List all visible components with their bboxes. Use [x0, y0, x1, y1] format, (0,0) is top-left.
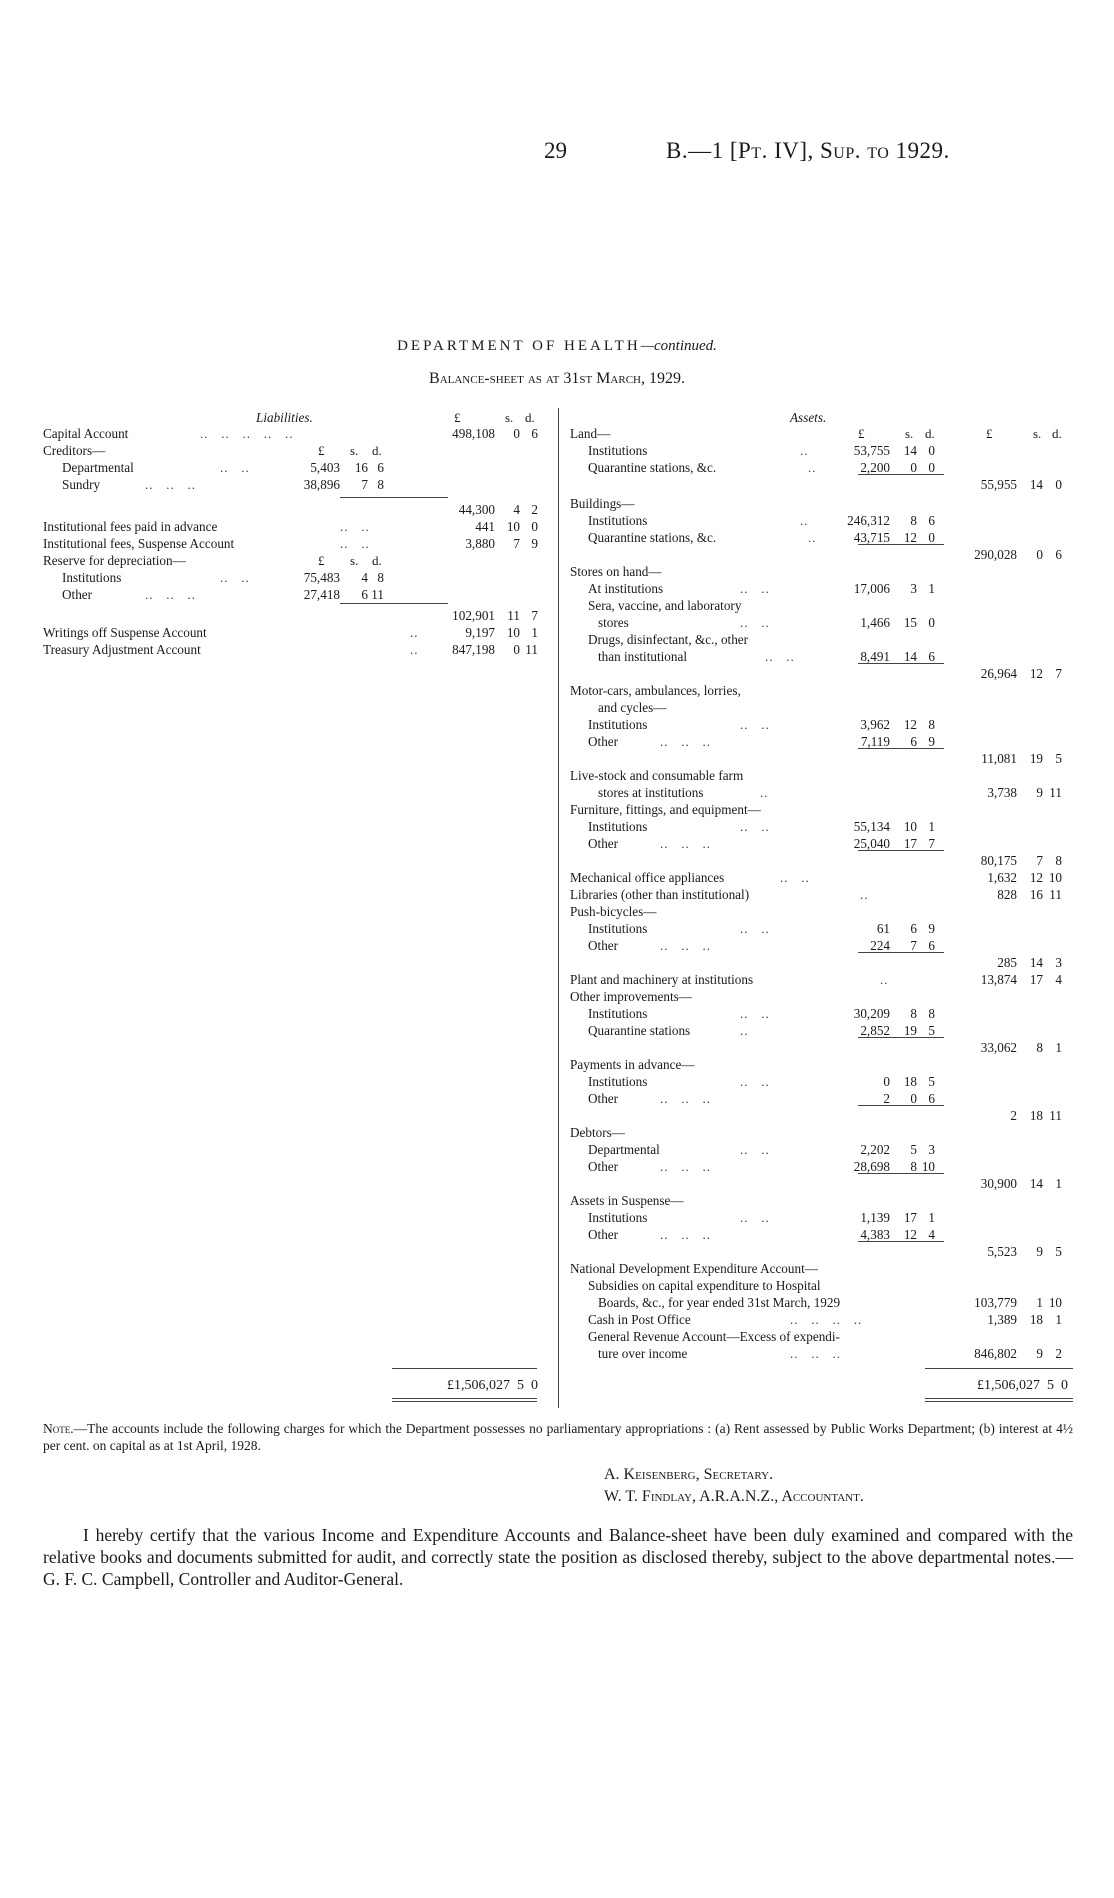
- bld-inst-label: Institutions: [588, 513, 648, 528]
- assets-subtotal-rule-2: [858, 663, 944, 664]
- res-institutions-pounds: 75,483: [303, 570, 340, 585]
- furn-inst-shillings: 10: [903, 819, 917, 834]
- mot-other-label: Other: [588, 734, 619, 749]
- pay-inst-pounds: 0: [883, 1074, 890, 1089]
- land-inst-pounds: 53,755: [853, 443, 890, 458]
- mot-inst-shillings: 12: [903, 717, 917, 732]
- sundry-dots: .. .. ..: [145, 477, 196, 492]
- departmental-label: Departmental: [62, 460, 134, 475]
- live-2-pence: 11: [1049, 785, 1062, 800]
- ais-inst-pounds: 1,139: [860, 1210, 890, 1225]
- reserve-total-shillings: 11: [507, 608, 520, 623]
- nde-cash-label: Cash in Post Office: [588, 1312, 691, 1327]
- furn-inst-dots: .. ..: [740, 819, 770, 834]
- pay-other-dots: .. .. ..: [660, 1091, 711, 1106]
- st-total-pounds: 26,964: [980, 666, 1017, 681]
- nde-cash-dots: .. .. .. ..: [790, 1312, 863, 1327]
- furn-other-label: Other: [588, 836, 619, 851]
- st-drugs-1-label: Drugs, disinfectant, &c., other: [588, 632, 749, 647]
- secretary-signature: A. Keisenberg, Secretary.: [604, 1466, 774, 1483]
- departmental-pounds: 5,403: [310, 460, 340, 475]
- res-other-pence: 11: [371, 587, 384, 602]
- bld-quar-pounds: 43,715: [853, 530, 890, 545]
- mech-pence: 10: [1048, 870, 1062, 885]
- writings-off-shillings: 10: [506, 625, 520, 640]
- pay-total-pence: 11: [1049, 1108, 1062, 1123]
- bld-quar-label: Quarantine stations, &c.: [588, 530, 717, 545]
- libr-label: Libraries (other than institutional): [570, 887, 750, 902]
- plant-shillings: 17: [1029, 972, 1043, 987]
- creditors-total-shillings: 4: [513, 502, 520, 517]
- oimp-quar-pounds: 2,852: [860, 1023, 890, 1038]
- reserve-total-pounds: 102,901: [452, 608, 495, 623]
- pay-inst-dots: .. ..: [740, 1074, 770, 1089]
- oimp-inst-label: Institutions: [588, 1006, 648, 1021]
- assets-head-pence-1: d.: [925, 426, 935, 441]
- land-quar-shillings: 0: [910, 460, 917, 475]
- st-inst-shillings: 3: [910, 581, 917, 596]
- bld-inst-dots: ..: [800, 513, 809, 528]
- libr-shillings: 16: [1029, 887, 1043, 902]
- furn-inst-pounds: 55,134: [853, 819, 890, 834]
- st-drugs-2-label: than institutional: [598, 649, 688, 664]
- push-inst-shillings: 6: [910, 921, 917, 936]
- st-sera-2-label: stores: [598, 615, 629, 630]
- reserve-head-shillings: s.: [350, 553, 359, 568]
- mech-label: Mechanical office appliances: [570, 870, 725, 885]
- st-sera-2-shillings: 15: [903, 615, 917, 630]
- libr-pence: 11: [1049, 887, 1062, 902]
- ais-other-dots: .. .. ..: [660, 1227, 711, 1242]
- audit-certificate: I hereby certify that the various Income and Expenditure Accounts and Balance-sheet have been duly examined and compared with the relative books and documents submitted for audit, and correctly state the position as disclosed thereby, subject to the above departmental notes.—G. F. C. Campbell, Controller and Auditor-General.: [43, 1525, 1073, 1589]
- pay-inst-pence: 5: [928, 1074, 935, 1089]
- assets-subtotal-rule-3: [858, 748, 944, 749]
- note-text: —The accounts include the following charges for which the Department possesses no parliamentary appropriations : (a) Rent assessed by Public Works Department; (b) interest at 4½ per cent. on capital as at 1st April, 1928.: [43, 1421, 1073, 1453]
- fees-advance-shillings: 10: [506, 519, 520, 534]
- land-inst-shillings: 14: [903, 443, 917, 458]
- assets-grand-total: £1,506,027 5 0: [977, 1378, 1068, 1393]
- oimp-inst-pence: 8: [928, 1006, 935, 1021]
- debt-dep-pounds: 2,202: [860, 1142, 890, 1157]
- plant-pence: 4: [1055, 972, 1062, 987]
- furn-other-pence: 7: [928, 836, 935, 851]
- st-inst-pence: 1: [928, 581, 935, 596]
- bld-quar-shillings: 12: [903, 530, 917, 545]
- debt-other-pence: 10: [921, 1159, 935, 1174]
- plant-dots: ..: [880, 972, 889, 987]
- oimp-label: Other improvements—: [570, 989, 692, 1004]
- live-2-dots: ..: [760, 785, 769, 800]
- bld-quar-dots: ..: [808, 530, 817, 545]
- department-title: [0, 338, 1114, 355]
- res-other-label: Other: [62, 587, 93, 602]
- liab-total-rule-bottom: [392, 1398, 537, 1399]
- motor-1-label: Motor-cars, ambulances, lorries,: [570, 683, 741, 698]
- ais-other-pounds: 4,383: [860, 1227, 890, 1242]
- oimp-quar-dots: ..: [740, 1023, 749, 1038]
- debt-dep-label: Departmental: [588, 1142, 660, 1157]
- ais-total-shillings: 9: [1036, 1244, 1043, 1259]
- push-inst-pounds: 61: [876, 921, 890, 936]
- sundry-pounds: 38,896: [303, 477, 340, 492]
- nde-cash-pounds: 1,389: [987, 1312, 1017, 1327]
- liab-head-pence: d.: [525, 410, 535, 425]
- fees-suspense-pence: 9: [531, 536, 538, 551]
- ais-inst-dots: .. ..: [740, 1210, 770, 1225]
- pay-other-pence: 6: [928, 1091, 935, 1106]
- bld-inst-pounds: 246,312: [847, 513, 890, 528]
- document-reference: B.—1 [Pt. IV], Sup. to 1929.: [666, 138, 950, 163]
- push-total-pence: 3: [1055, 955, 1062, 970]
- mot-inst-pence: 8: [928, 717, 935, 732]
- mot-inst-dots: .. ..: [740, 717, 770, 732]
- assets-subtotal-rule-4: [858, 850, 944, 851]
- mech-dots: .. ..: [780, 870, 810, 885]
- writings-off-label: Writings off Suspense Account: [43, 625, 207, 640]
- st-drugs-2-pence: 6: [928, 649, 935, 664]
- fees-advance-label: Institutional fees paid in advance: [43, 519, 218, 534]
- assets-subtotal-rule-7: [858, 1105, 944, 1106]
- mot-other-shillings: 6: [910, 734, 917, 749]
- res-other-shillings: 6: [361, 587, 368, 602]
- st-inst-pounds: 17,006: [853, 581, 890, 596]
- pay-other-label: Other: [588, 1091, 619, 1106]
- fees-advance-pence: 0: [531, 519, 538, 534]
- land-quar-pounds: 2,200: [860, 460, 890, 475]
- ais-inst-shillings: 17: [903, 1210, 917, 1225]
- writings-off-pounds: 9,197: [465, 625, 495, 640]
- nde-sub-2-pounds: 103,779: [974, 1295, 1017, 1310]
- mot-inst-label: Institutions: [588, 717, 648, 732]
- furn-total-pounds: 80,175: [980, 853, 1017, 868]
- sundry-label: Sundry: [62, 477, 101, 492]
- buildings-label: Buildings—: [570, 496, 635, 511]
- land-inst-dots: ..: [800, 443, 809, 458]
- nde-gra-2-pounds: 846,802: [974, 1346, 1017, 1361]
- nde-sub-2-pence: 10: [1048, 1295, 1062, 1310]
- ais-other-label: Other: [588, 1227, 619, 1242]
- note-prefix: Note.: [43, 1421, 74, 1436]
- oimp-total-shillings: 8: [1036, 1040, 1043, 1055]
- land-total-pence: 0: [1055, 477, 1062, 492]
- department-name: DEPARTMENT OF HEALTH: [397, 338, 641, 354]
- capital-account-pounds: 498,108: [452, 426, 495, 441]
- assets-head-shillings-1: s.: [905, 426, 914, 441]
- stores-label: Stores on hand—: [570, 564, 662, 579]
- fees-advance-dots: .. ..: [340, 519, 370, 534]
- departmental-shillings: 16: [354, 460, 368, 475]
- land-quar-pence: 0: [928, 460, 935, 475]
- live-1-label: Live-stock and consumable farm: [570, 768, 744, 783]
- pay-total-pounds: 2: [1010, 1108, 1017, 1123]
- res-institutions-label: Institutions: [62, 570, 122, 585]
- fees-suspense-dots: .. ..: [340, 536, 370, 551]
- creditors-head-pounds: £: [318, 443, 325, 458]
- continued-label: —continued.: [640, 338, 717, 354]
- assets-subtotal-rule-5: [858, 952, 944, 953]
- push-total-pounds: 285: [997, 955, 1017, 970]
- oimp-quar-shillings: 19: [903, 1023, 917, 1038]
- st-sera-2-dots: .. ..: [740, 615, 770, 630]
- assets-subtotal-rule-0: [858, 474, 944, 475]
- reserve-head-pence: d.: [372, 553, 382, 568]
- mech-pounds: 1,632: [987, 870, 1017, 885]
- nde-gra-2-pence: 2: [1055, 1346, 1062, 1361]
- mot-total-shillings: 19: [1029, 751, 1043, 766]
- push-total-shillings: 14: [1029, 955, 1043, 970]
- oimp-quar-pence: 5: [928, 1023, 935, 1038]
- sundry-shillings: 7: [361, 477, 368, 492]
- mot-other-pounds: 7,119: [860, 734, 890, 749]
- pay-label: Payments in advance—: [570, 1057, 695, 1072]
- st-inst-dots: .. ..: [740, 581, 770, 596]
- creditors-total-pounds: 44,300: [458, 502, 495, 517]
- debt-other-pounds: 28,698: [853, 1159, 890, 1174]
- ais-other-pence: 4: [928, 1227, 935, 1242]
- pay-inst-shillings: 18: [903, 1074, 917, 1089]
- land-inst-label: Institutions: [588, 443, 648, 458]
- nde-sub-2-label: Boards, &c., for year ended 31st March, 1929: [598, 1295, 841, 1310]
- st-total-shillings: 12: [1029, 666, 1043, 681]
- push-other-label: Other: [588, 938, 619, 953]
- liab-total-rule-bottom2: [392, 1401, 537, 1402]
- liabilities-heading: Liabilities.: [256, 410, 313, 425]
- nde-cash-pence: 1: [1055, 1312, 1062, 1327]
- treasury-label: Treasury Adjustment Account: [43, 642, 201, 657]
- creditors-label: Creditors—: [43, 443, 106, 458]
- reserve-rule: [340, 603, 448, 604]
- creditors-total-pence: 2: [531, 502, 538, 517]
- st-drugs-2-shillings: 14: [903, 649, 917, 664]
- writings-off-pence: 1: [531, 625, 538, 640]
- pay-total-shillings: 18: [1029, 1108, 1043, 1123]
- writings-dots: ..: [410, 625, 419, 640]
- bld-inst-shillings: 8: [910, 513, 917, 528]
- libr-pounds: 828: [997, 887, 1017, 902]
- page-number: 29: [544, 138, 567, 163]
- motor-2-label: and cycles—: [598, 700, 667, 715]
- push-other-pounds: 224: [870, 938, 890, 953]
- oimp-inst-dots: .. ..: [740, 1006, 770, 1021]
- liab-head-pounds: £: [454, 410, 461, 425]
- land-quar-label: Quarantine stations, &c.: [588, 460, 717, 475]
- res-other-pounds: 27,418: [303, 587, 340, 602]
- nde-label: National Development Expenditure Account—: [570, 1261, 818, 1276]
- reserve-label: Reserve for depreciation—: [43, 553, 186, 568]
- assets-head-pounds-2: £: [986, 426, 993, 441]
- creditors-head-pence: d.: [372, 443, 382, 458]
- nde-gra-1-label: General Revenue Account—Excess of expendi-: [588, 1329, 840, 1344]
- furn-inst-label: Institutions: [588, 819, 648, 834]
- debt-dep-pence: 3: [928, 1142, 935, 1157]
- push-inst-dots: .. ..: [740, 921, 770, 936]
- sundry-pence: 8: [377, 477, 384, 492]
- treasury-dots: ..: [410, 642, 419, 657]
- res-inst-dots: .. ..: [220, 570, 250, 585]
- accountant-signature: W. T. Findlay, A.R.A.N.Z., Accountant.: [604, 1488, 864, 1505]
- bld-quar-pence: 0: [928, 530, 935, 545]
- capital-account-shillings: 0: [513, 426, 520, 441]
- ais-total-pence: 5: [1055, 1244, 1062, 1259]
- furn-label: Furniture, fittings, and equipment—: [570, 802, 761, 817]
- debt-dep-dots: .. ..: [740, 1142, 770, 1157]
- ais-other-shillings: 12: [903, 1227, 917, 1242]
- debt-total-pounds: 30,900: [980, 1176, 1017, 1191]
- land-inst-pence: 0: [928, 443, 935, 458]
- assets-head-shillings-2: s.: [1033, 426, 1042, 441]
- debt-other-dots: .. .. ..: [660, 1159, 711, 1174]
- mot-total-pence: 5: [1055, 751, 1062, 766]
- debt-other-label: Other: [588, 1159, 619, 1174]
- debt-total-shillings: 14: [1029, 1176, 1043, 1191]
- land-label: Land—: [570, 426, 611, 441]
- liabilities-grand-total: £1,506,027 5 0: [447, 1378, 538, 1393]
- oimp-inst-shillings: 8: [910, 1006, 917, 1021]
- live-2-label: stores at institutions: [598, 785, 704, 800]
- st-drugs-2-pounds: 8,491: [860, 649, 890, 664]
- balance-sheet-subtitle: Balance-sheet as at 31st March, 1929.: [429, 370, 685, 387]
- st-drugs-2-dots: .. ..: [765, 649, 795, 664]
- footnote: [43, 1420, 1073, 1454]
- assets-head-pounds-1: £: [858, 426, 865, 441]
- assets-total-rule-bottom: [925, 1398, 1073, 1399]
- oimp-inst-pounds: 30,209: [853, 1006, 890, 1021]
- pay-inst-label: Institutions: [588, 1074, 648, 1089]
- liab-head-shillings: s.: [505, 410, 514, 425]
- st-inst-label: At institutions: [588, 581, 664, 596]
- bld-total-pounds: 290,028: [974, 547, 1017, 562]
- nde-sub-1-label: Subsidies on capital expenditure to Hospital: [588, 1278, 821, 1293]
- nde-gra-2-shillings: 9: [1036, 1346, 1043, 1361]
- plant-pounds: 13,874: [980, 972, 1017, 987]
- live-2-pounds: 3,738: [987, 785, 1017, 800]
- debt-other-shillings: 8: [910, 1159, 917, 1174]
- assets-subtotal-rule-9: [858, 1241, 944, 1242]
- plant-label: Plant and machinery at institutions: [570, 972, 754, 987]
- capital-account-pence: 6: [531, 426, 538, 441]
- creditors-head-shillings: s.: [350, 443, 359, 458]
- res-institutions-shillings: 4: [361, 570, 368, 585]
- push-other-dots: .. .. ..: [660, 938, 711, 953]
- push-other-shillings: 7: [910, 938, 917, 953]
- fees-suspense-label: Institutional fees, Suspense Account: [43, 536, 235, 551]
- column-divider: [558, 408, 559, 1408]
- mot-other-pence: 9: [928, 734, 935, 749]
- land-total-shillings: 14: [1029, 477, 1043, 492]
- st-total-pence: 7: [1055, 666, 1062, 681]
- furn-total-shillings: 7: [1036, 853, 1043, 868]
- departmental-dots: .. ..: [220, 460, 250, 475]
- assets-subtotal-rule-6: [858, 1037, 944, 1038]
- departmental-pence: 6: [377, 460, 384, 475]
- assets-subtotal-rule-1: [858, 544, 944, 545]
- treasury-shillings: 0: [513, 642, 520, 657]
- bld-inst-pence: 6: [928, 513, 935, 528]
- furn-other-shillings: 17: [903, 836, 917, 851]
- mech-shillings: 12: [1029, 870, 1043, 885]
- fees-suspense-shillings: 7: [513, 536, 520, 551]
- bld-total-pence: 6: [1055, 547, 1062, 562]
- nde-gra-2-label: ture over income: [598, 1346, 688, 1361]
- push-inst-pence: 9: [928, 921, 935, 936]
- reserve-head-pounds: £: [318, 553, 325, 568]
- push-other-pence: 6: [928, 938, 935, 953]
- pay-other-pounds: 2: [883, 1091, 890, 1106]
- st-sera-1-label: Sera, vaccine, and laboratory: [588, 598, 742, 613]
- ais-inst-label: Institutions: [588, 1210, 648, 1225]
- fees-suspense-pounds: 3,880: [465, 536, 495, 551]
- capital-dots: .. .. .. .. ..: [200, 426, 294, 441]
- furn-other-dots: .. .. ..: [660, 836, 711, 851]
- treasury-pounds: 847,198: [452, 642, 495, 657]
- oimp-total-pence: 1: [1055, 1040, 1062, 1055]
- furn-other-pounds: 25,040: [853, 836, 890, 851]
- land-total-pounds: 55,955: [980, 477, 1017, 492]
- assets-total-rule-top: [925, 1368, 1073, 1369]
- res-institutions-pence: 8: [377, 570, 384, 585]
- mot-inst-pounds: 3,962: [860, 717, 890, 732]
- live-2-shillings: 9: [1036, 785, 1043, 800]
- liab-total-rule-top: [392, 1368, 537, 1369]
- ais-total-pounds: 5,523: [987, 1244, 1017, 1259]
- push-label: Push-bicycles—: [570, 904, 657, 919]
- debt-total-pence: 1: [1055, 1176, 1062, 1191]
- capital-account-label: Capital Account: [43, 426, 129, 441]
- assets-head-pence-2: d.: [1052, 426, 1062, 441]
- bld-total-shillings: 0: [1036, 547, 1043, 562]
- nde-cash-shillings: 18: [1029, 1312, 1043, 1327]
- oimp-quar-label: Quarantine stations: [588, 1023, 691, 1038]
- nde-gra-2-dots: .. .. ..: [790, 1346, 841, 1361]
- treasury-pence: 11: [525, 642, 538, 657]
- furn-total-pence: 8: [1055, 853, 1062, 868]
- creditors-rule: [340, 497, 448, 498]
- res-other-dots: .. .. ..: [145, 587, 196, 602]
- st-sera-2-pounds: 1,466: [860, 615, 890, 630]
- debt-dep-shillings: 5: [910, 1142, 917, 1157]
- ais-inst-pence: 1: [928, 1210, 935, 1225]
- mot-other-dots: .. .. ..: [660, 734, 711, 749]
- ais-label: Assets in Suspense—: [570, 1193, 684, 1208]
- assets-subtotal-rule-8: [858, 1173, 944, 1174]
- assets-heading: Assets.: [790, 410, 827, 425]
- nde-sub-2-shillings: 1: [1036, 1295, 1043, 1310]
- reserve-total-pence: 7: [531, 608, 538, 623]
- mot-total-pounds: 11,081: [981, 751, 1017, 766]
- push-inst-label: Institutions: [588, 921, 648, 936]
- assets-total-rule-bottom2: [925, 1401, 1073, 1402]
- debt-label: Debtors—: [570, 1125, 625, 1140]
- oimp-total-pounds: 33,062: [980, 1040, 1017, 1055]
- pay-other-shillings: 0: [910, 1091, 917, 1106]
- libr-dots: ..: [860, 887, 869, 902]
- land-quar-dots: ..: [808, 460, 817, 475]
- st-sera-2-pence: 0: [928, 615, 935, 630]
- fees-advance-pounds: 441: [475, 519, 495, 534]
- furn-inst-pence: 1: [928, 819, 935, 834]
